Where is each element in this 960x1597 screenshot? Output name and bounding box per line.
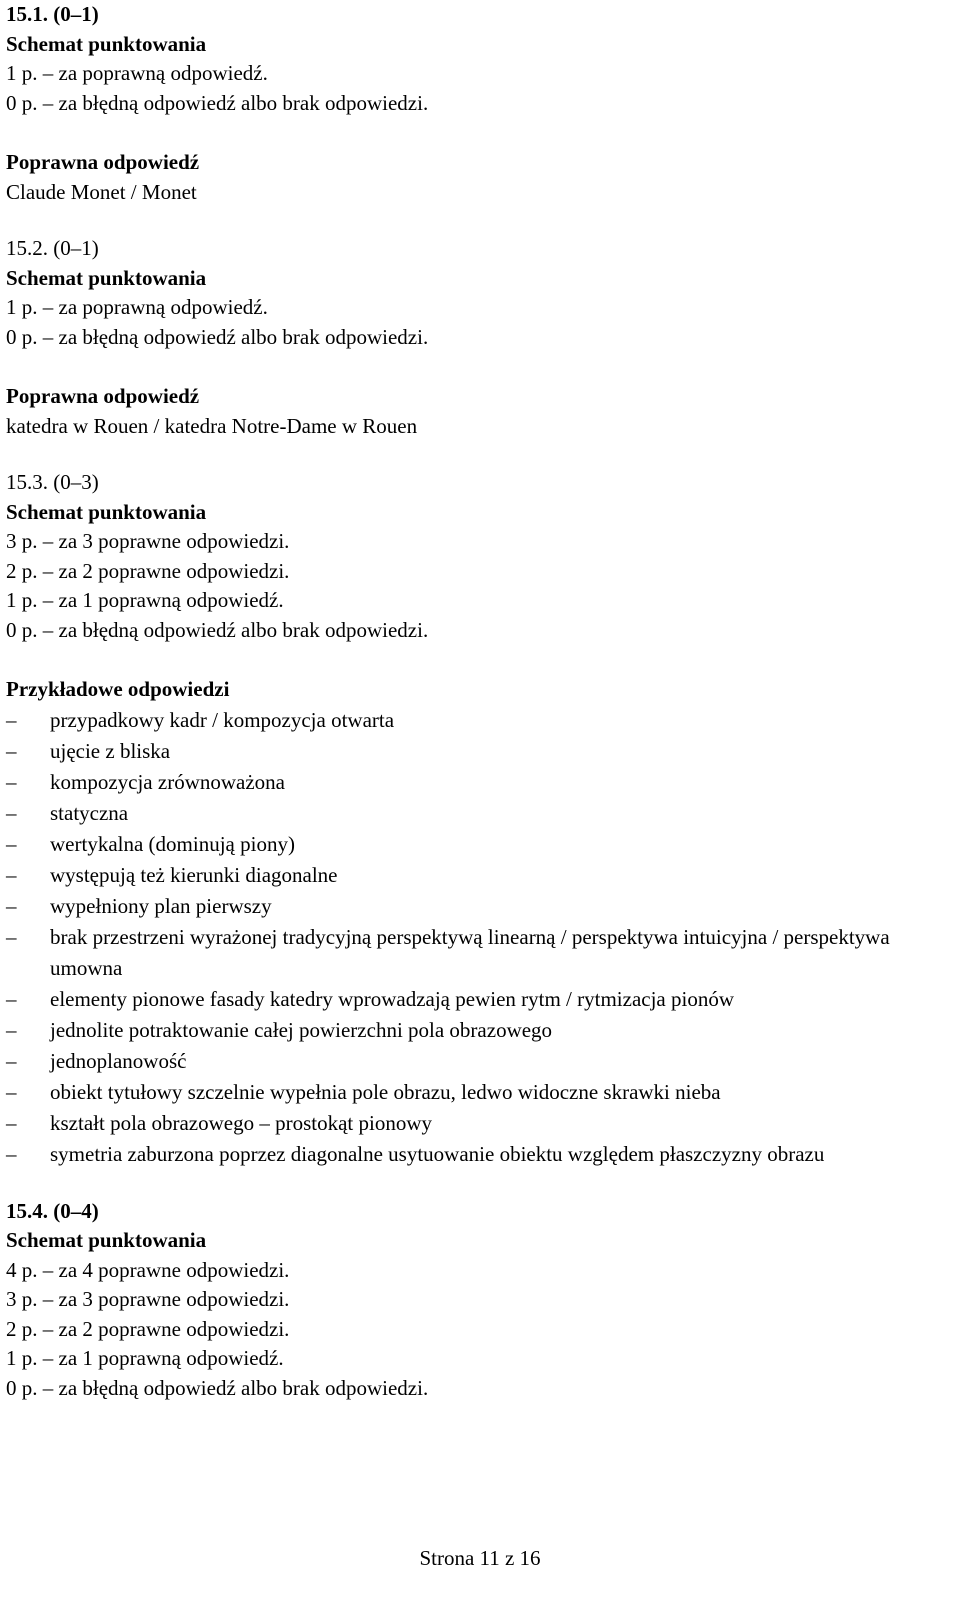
list-item-text: brak przestrzeni wyrażonej tradycyjną perspektywą linearną / perspektywa intuicyjna / perspektywa umowna (50, 924, 890, 980)
list-item (6, 767, 956, 798)
score-line: 2 p. – za 2 poprawne odpowiedzi. (6, 558, 290, 583)
document-page (6, 0, 956, 1403)
score-line: 0 p. – za błędną odpowiedź albo brak odpowiedzi. (6, 1375, 429, 1400)
dash-marker: – (6, 1141, 17, 1166)
list-item-text: elementy pionowe fasady katedry wprowadzają pewien rytm / rytmizacja pionów (50, 986, 735, 1011)
list-item (6, 1077, 956, 1108)
score-line: 3 p. – za 3 poprawne odpowiedzi. (6, 1287, 290, 1311)
list-item-text: jednoplanowość (50, 1048, 187, 1073)
score-line: 1 p. – za 1 poprawną odpowiedź. (6, 1346, 284, 1370)
schema-title: Schemat punktowania (6, 499, 207, 524)
section-15-2 (6, 234, 956, 441)
examples-list (6, 705, 956, 1170)
dash-marker: – (6, 924, 17, 949)
list-item (6, 1108, 956, 1139)
dash-marker: – (6, 1110, 17, 1135)
score-line: 1 p. – za 1 poprawną odpowiedź. (6, 588, 284, 612)
list-item (6, 1139, 956, 1170)
list-item (6, 1015, 956, 1046)
list-item-text: statyczna (50, 800, 129, 825)
page-number: Strona 11 z 16 (419, 1546, 541, 1570)
list-item (6, 736, 956, 767)
list-item (6, 798, 956, 829)
examples-title: Przykładowe odpowiedzi (6, 677, 230, 701)
list-item (6, 860, 956, 891)
list-item (6, 829, 956, 860)
list-item (6, 922, 956, 984)
dash-marker: – (6, 769, 17, 794)
list-item-text: obiekt tytułowy szczelnie wypełnia pole obrazu, ledwo widoczne skrawki nieba (50, 1079, 721, 1104)
score-line: 0 p. – za błędną odpowiedź albo brak odpowiedzi. (6, 324, 429, 349)
schema-title: Schemat punktowania (6, 1228, 207, 1252)
section-header: 15.2. (0–1) (6, 236, 99, 260)
schema-title: Schemat punktowania (6, 265, 207, 290)
dash-marker: – (6, 986, 17, 1011)
section-15-1 (6, 0, 956, 207)
answer-title: Poprawna odpowiedź (6, 384, 200, 408)
score-line: 2 p. – za 2 poprawne odpowiedzi. (6, 1316, 290, 1341)
dash-marker: – (6, 1048, 17, 1073)
schema-title: Schemat punktowania (6, 31, 207, 56)
answer-title: Poprawna odpowiedź (6, 150, 200, 174)
list-item-text: jednolite potraktowanie całej powierzchni pola obrazowego (50, 1017, 553, 1042)
dash-marker: – (6, 800, 17, 825)
list-item-text: kształt pola obrazowego – prostokąt pionowy (50, 1110, 432, 1135)
section-15-4 (6, 1197, 956, 1404)
list-item (6, 891, 956, 922)
section-header: 15.3. (0–3) (6, 470, 99, 494)
section-header: 15.1. (0–1) (6, 2, 99, 26)
score-line: 3 p. – za 3 poprawne odpowiedzi. (6, 529, 290, 553)
score-line: 4 p. – za 4 poprawne odpowiedzi. (6, 1257, 290, 1282)
list-item (6, 705, 956, 736)
score-line: 1 p. – za poprawną odpowiedź. (6, 61, 268, 85)
section-header: 15.4. (0–4) (6, 1198, 99, 1223)
list-item-text: kompozycja zrównoważona (50, 769, 285, 794)
list-item (6, 984, 956, 1015)
list-item-text: wertykalna (dominują piony) (50, 831, 295, 856)
score-line: 1 p. – za poprawną odpowiedź. (6, 295, 268, 319)
score-line: 0 p. – za błędną odpowiedź albo brak odpowiedzi. (6, 617, 429, 642)
list-item-text: występują też kierunki diagonalne (50, 862, 338, 887)
list-item-text: wypełniony plan pierwszy (50, 893, 272, 918)
score-line: 0 p. – za błędną odpowiedź albo brak odpowiedzi. (6, 90, 429, 115)
list-item-text: symetria zaburzona poprzez diagonalne usytuowanie obiektu względem płaszczyzny obrazu (50, 1141, 825, 1166)
dash-marker: – (6, 1017, 17, 1042)
dash-marker: – (6, 893, 17, 918)
list-item-text: przypadkowy kadr / kompozycja otwarta (50, 707, 395, 732)
section-15-3 (6, 468, 956, 1170)
dash-marker: – (6, 738, 17, 763)
dash-marker: – (6, 862, 17, 887)
list-item-text: ujęcie z bliska (50, 738, 171, 763)
answer-text: katedra w Rouen / katedra Notre-Dame w Rouen (6, 413, 418, 438)
dash-marker: – (6, 707, 17, 732)
dash-marker: – (6, 831, 17, 856)
dash-marker: – (6, 1079, 17, 1104)
answer-text: Claude Monet / Monet (6, 179, 197, 204)
list-item (6, 1046, 956, 1077)
